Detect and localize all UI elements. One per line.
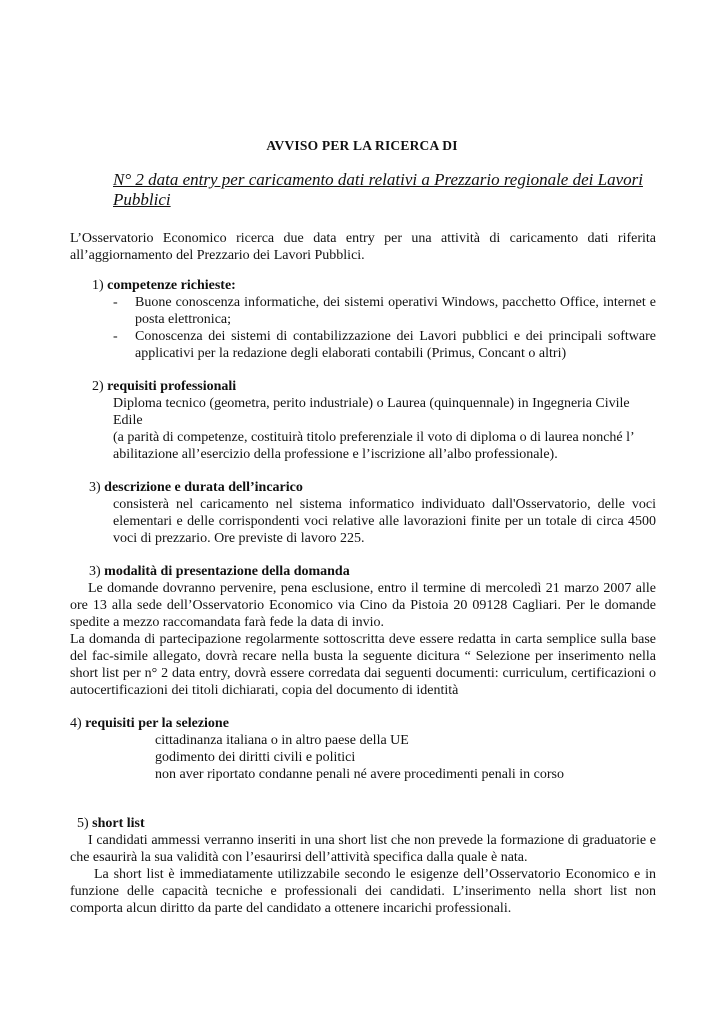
modalita-paragraph-2: La domanda di partecipazione regolarmente sottoscritta deve essere redatta in carta semplice sulla base del fac-simile allegato, dovrà recare nella busta la seguente dicitura “ Selezione per inserimento nella short list per n° 2 data entry, dovrà essere corredata dai seguenti documenti: curriculum, certificazioni o autocertificazioni dei titoli dichiarati, copia del documento di identità (70, 632, 656, 698)
section-number: 3) (89, 480, 105, 495)
list-item: - Conoscenza dei sistemi di contabilizzazione dei Lavori pubblici e dei principali software applicativi per la redazione degli elaborati contabili (Primus, Concant o altri) (113, 329, 656, 361)
descrizione-text: consisterà nel caricamento nel sistema informatico individuato dall'Osservatorio, delle voci elementari e delle corrispondenti voci relative alle lavorazioni finite per un totale di circa 4500 voci di prezzario. Ore previste di lavoro 225. (113, 497, 656, 546)
section-selezione-heading (70, 715, 229, 732)
dash-bullet: - (113, 329, 118, 344)
list-item: cittadinanza italiana o in altro paese della UE (155, 733, 409, 748)
modalita-paragraph-1: Le domande dovranno pervenire, pena esclusione, entro il termine di mercoledì 21 marzo 2007 alle ore 13 alla sede dell’Osservatorio Economico via Cino da Pistoia 20 09128 Cagliari. Per le domande spedite a mezzo raccomandata farà fede la data di invio. (70, 581, 656, 630)
section-title: competenze richieste: (107, 278, 236, 293)
intro-paragraph: L’Osservatorio Economico ricerca due data entry per una attività di caricamento dati riferita all’aggiornamento del Prezzario dei Lavori Pubblici. (70, 231, 656, 263)
section-shortlist-heading (77, 815, 145, 832)
section-title: requisiti per la selezione (85, 716, 229, 731)
section-number: 3) (89, 564, 105, 579)
section-modalita-heading (89, 563, 350, 580)
section-number: 4) (70, 716, 86, 731)
requisiti-text: Diploma tecnico (geometra, perito industriale) o Laurea (quinquennale) in Ingegneria Civile Edile (a parità di competenze, costituirà titolo preferenziale il voto di diploma o di laurea nonché l’ abilitazione all’esercizio della professione e l’iscrizione all’albo professionale). (113, 396, 634, 462)
list-item: godimento dei diritti civili e politici (155, 750, 356, 765)
selezione-list (155, 732, 655, 783)
section-number: 2) (92, 379, 108, 394)
shortlist-paragraph-2: La short list è immediatamente utilizzabile secondo le esigenze dell’Osservatorio Economico e in funzione delle capacità tecniche e professionali dei candidati. L’inserimento nella short list non comporta alcun diritto da parte del candidato a ottenere incarichi professionali. (70, 867, 656, 916)
section-descrizione-heading (89, 479, 303, 496)
section-number: 1) (92, 278, 108, 293)
section-title: modalità di presentazione della domanda (104, 564, 350, 579)
shortlist-paragraph-1: I candidati ammessi verranno inseriti in una short list che non prevede la formazione di graduatorie e che esaurirà la sua validità con l’esaurirsi dell’attività specifica dalla quale è nata. (70, 833, 656, 865)
section-title: short list (92, 816, 145, 831)
dash-bullet: - (113, 295, 118, 310)
section-competenze-heading (92, 277, 236, 294)
section-title: requisiti professionali (107, 379, 237, 394)
section-requisiti-heading (92, 378, 236, 395)
competenze-list (113, 294, 656, 362)
document-heading: AVVISO PER LA RICERCA DI (266, 138, 458, 153)
list-item: - Buone conoscenza informatiche, dei sistemi operativi Windows, pacchetto Office, internet e posta elettronica; (113, 295, 656, 327)
document-subtitle: N° 2 data entry per caricamento dati relativi a Prezzario regionale dei Lavori Pubblici (113, 170, 643, 209)
section-title: descrizione e durata dell’incarico (104, 480, 303, 495)
section-number: 5) (77, 816, 93, 831)
list-item: non aver riportato condanne penali né avere procedimenti penali in corso (155, 767, 564, 782)
